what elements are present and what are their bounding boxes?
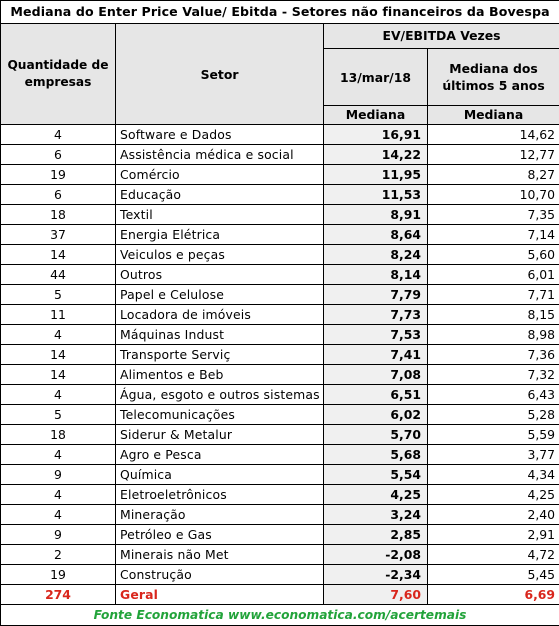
header-date: 13/mar/18 — [324, 49, 428, 106]
row-quantidade: 14 — [1, 345, 116, 365]
table-row — [1, 305, 559, 325]
row-mediana-last5: 14,62 — [428, 125, 559, 145]
row-mediana-current: 8,24 — [324, 245, 428, 265]
row-mediana-last5: 5,45 — [428, 565, 559, 585]
row-quantidade: 44 — [1, 265, 116, 285]
row-mediana-last5: 5,60 — [428, 245, 559, 265]
table-row — [1, 545, 559, 565]
row-quantidade: 18 — [1, 205, 116, 225]
title-row — [1, 1, 559, 24]
row-mediana-last5: 7,14 — [428, 225, 559, 245]
table-row — [1, 525, 559, 545]
row-setor: Minerais não Met — [116, 545, 324, 565]
row-quantidade: 19 — [1, 165, 116, 185]
row-mediana-current: 4,25 — [324, 485, 428, 505]
row-mediana-current: 11,53 — [324, 185, 428, 205]
header-last5: Mediana dos últimos 5 anos — [428, 49, 559, 106]
row-quantidade: 9 — [1, 525, 116, 545]
row-mediana-last5: 12,77 — [428, 145, 559, 165]
row-mediana-current: 6,02 — [324, 405, 428, 425]
row-mediana-current: -2,34 — [324, 565, 428, 585]
row-quantidade: 18 — [1, 425, 116, 445]
row-mediana-last5: 4,72 — [428, 545, 559, 565]
row-mediana-current: 6,51 — [324, 385, 428, 405]
total-mediana-last5: 6,69 — [428, 585, 559, 605]
row-mediana-last5: 6,01 — [428, 265, 559, 285]
row-mediana-current: 14,22 — [324, 145, 428, 165]
row-mediana-current: 2,85 — [324, 525, 428, 545]
row-mediana-current: 5,68 — [324, 445, 428, 465]
table-row — [1, 205, 559, 225]
table-row — [1, 465, 559, 485]
table-title: Mediana do Enter Price Value/ Ebitda - Setores não financeiros da Bovespa — [1, 1, 559, 24]
table-row — [1, 225, 559, 245]
row-mediana-last5: 8,15 — [428, 305, 559, 325]
row-quantidade: 4 — [1, 325, 116, 345]
row-mediana-last5: 2,91 — [428, 525, 559, 545]
row-mediana-current: 7,73 — [324, 305, 428, 325]
row-quantidade: 4 — [1, 485, 116, 505]
row-setor: Transporte Serviç — [116, 345, 324, 365]
row-mediana-last5: 5,59 — [428, 425, 559, 445]
row-mediana-current: 7,41 — [324, 345, 428, 365]
row-setor: Papel e Celulose — [116, 285, 324, 305]
row-setor: Comércio — [116, 165, 324, 185]
row-quantidade: 14 — [1, 245, 116, 265]
row-quantidade: 4 — [1, 125, 116, 145]
header-ev-ebitda: EV/EBITDA Vezes — [324, 24, 559, 49]
total-setor: Geral — [116, 585, 324, 605]
table-row — [1, 345, 559, 365]
row-mediana-last5: 2,40 — [428, 505, 559, 525]
row-quantidade: 37 — [1, 225, 116, 245]
row-mediana-last5: 3,77 — [428, 445, 559, 465]
row-setor: Alimentos e Beb — [116, 365, 324, 385]
row-mediana-last5: 8,98 — [428, 325, 559, 345]
row-mediana-current: 7,08 — [324, 365, 428, 385]
row-mediana-current: 5,54 — [324, 465, 428, 485]
total-quantidade: 274 — [1, 585, 116, 605]
table-row — [1, 425, 559, 445]
table-row — [1, 445, 559, 465]
row-mediana-current: 8,64 — [324, 225, 428, 245]
row-setor: Petróleo e Gas — [116, 525, 324, 545]
total-row — [1, 585, 559, 605]
row-setor: Energia Elétrica — [116, 225, 324, 245]
table-row — [1, 145, 559, 165]
table-row — [1, 285, 559, 305]
header-setor: Setor — [116, 24, 324, 125]
total-mediana-current: 7,60 — [324, 585, 428, 605]
table-row — [1, 485, 559, 505]
source-note: Fonte Economatica www.economatica.com/acertemais — [1, 605, 559, 626]
row-mediana-current: 7,79 — [324, 285, 428, 305]
header-mediana-current: Mediana — [324, 106, 428, 125]
header-mediana-last5: Mediana — [428, 106, 559, 125]
source-row — [1, 605, 559, 626]
row-quantidade: 5 — [1, 405, 116, 425]
row-quantidade: 2 — [1, 545, 116, 565]
row-mediana-last5: 8,27 — [428, 165, 559, 185]
row-quantidade: 14 — [1, 365, 116, 385]
table-row — [1, 125, 559, 145]
table-row — [1, 245, 559, 265]
row-mediana-last5: 7,71 — [428, 285, 559, 305]
row-mediana-current: 16,91 — [324, 125, 428, 145]
row-setor: Software e Dados — [116, 125, 324, 145]
row-mediana-last5: 6,43 — [428, 385, 559, 405]
row-quantidade: 4 — [1, 445, 116, 465]
row-mediana-last5: 10,70 — [428, 185, 559, 205]
table-row — [1, 265, 559, 285]
table-row — [1, 365, 559, 385]
row-setor: Química — [116, 465, 324, 485]
row-setor: Siderur & Metalur — [116, 425, 324, 445]
row-setor: Eletroeletrônicos — [116, 485, 324, 505]
row-mediana-last5: 4,34 — [428, 465, 559, 485]
row-setor: Outros — [116, 265, 324, 285]
row-mediana-current: -2,08 — [324, 545, 428, 565]
row-setor: Máquinas Indust — [116, 325, 324, 345]
table-row — [1, 385, 559, 405]
row-quantidade: 11 — [1, 305, 116, 325]
row-setor: Agro e Pesca — [116, 445, 324, 465]
row-setor: Assistência médica e social — [116, 145, 324, 165]
row-mediana-last5: 7,32 — [428, 365, 559, 385]
row-mediana-current: 7,53 — [324, 325, 428, 345]
row-mediana-last5: 4,25 — [428, 485, 559, 505]
row-quantidade: 9 — [1, 465, 116, 485]
row-quantidade: 6 — [1, 185, 116, 205]
table-row — [1, 565, 559, 585]
row-setor: Educação — [116, 185, 324, 205]
row-mediana-last5: 7,35 — [428, 205, 559, 225]
row-quantidade: 4 — [1, 505, 116, 525]
row-mediana-last5: 5,28 — [428, 405, 559, 425]
row-setor: Veiculos e peças — [116, 245, 324, 265]
row-mediana-last5: 7,36 — [428, 345, 559, 365]
row-setor: Locadora de imóveis — [116, 305, 324, 325]
table-row — [1, 505, 559, 525]
row-mediana-current: 5,70 — [324, 425, 428, 445]
row-quantidade: 5 — [1, 285, 116, 305]
row-quantidade: 19 — [1, 565, 116, 585]
row-setor: Construção — [116, 565, 324, 585]
row-mediana-current: 8,14 — [324, 265, 428, 285]
row-setor: Telecomunicações — [116, 405, 324, 425]
table-row — [1, 185, 559, 205]
table-row — [1, 405, 559, 425]
row-setor: Textil — [116, 205, 324, 225]
row-mediana-current: 8,91 — [324, 205, 428, 225]
header-quantidade: Quantidade de empresas — [1, 24, 116, 125]
table-row — [1, 325, 559, 345]
row-setor: Mineração — [116, 505, 324, 525]
row-quantidade: 4 — [1, 385, 116, 405]
table-row — [1, 165, 559, 185]
row-setor: Água, esgoto e outros sistemas — [116, 385, 324, 405]
row-mediana-current: 3,24 — [324, 505, 428, 525]
header-row-1 — [1, 24, 559, 49]
row-mediana-current: 11,95 — [324, 165, 428, 185]
row-quantidade: 6 — [1, 145, 116, 165]
